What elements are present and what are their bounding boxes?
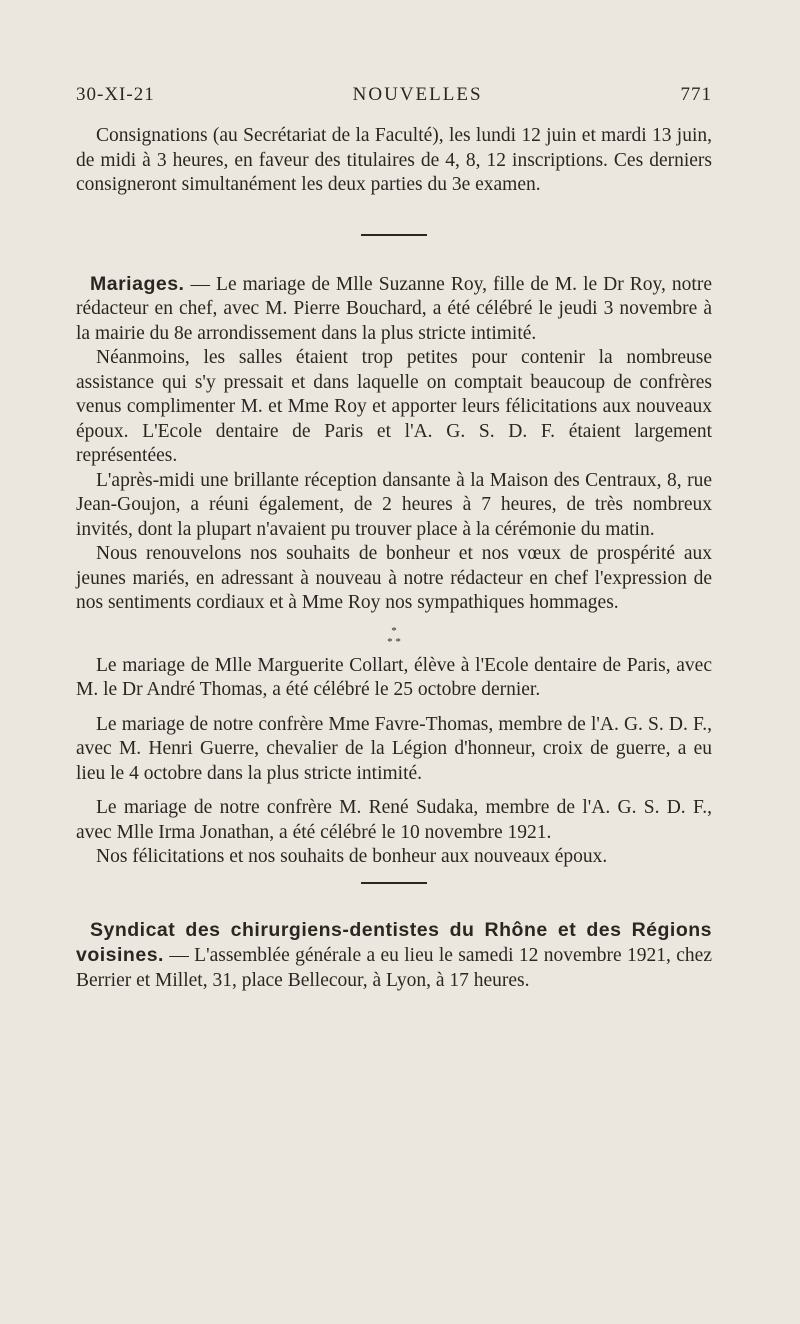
sudaka-paragraph: Le mariage de notre confrère M. René Sudaka, membre de l'A. G. S. D. F., avec Mlle Irma Jonathan, a été célébré le 10 novembre 1921. <box>76 797 712 843</box>
mariages-paragraph-1 <box>76 272 712 347</box>
header-title: NOUVELLES <box>352 84 483 105</box>
syndicat-text: — L'assemblée générale a eu lieu le samedi 12 novembre 1921, chez Berrier et Millet, 31, place Bellecour, à Lyon, à 17 heures. <box>76 945 712 991</box>
felicitations-paragraph: Nos félicitations et nos souhaits de bonheur aux nouveaux époux. <box>96 846 608 867</box>
mariages-paragraph-4: Nous renouvelons nos souhaits de bonheur et nos vœux de prospérité aux jeunes mariés, en adressant à nouveau à notre rédacteur en chef l'expression de nos sentiments cordiaux et à Mme Roy nos sympathiques hommages. <box>76 543 712 613</box>
page-number: 771 <box>680 84 712 105</box>
header-date: 30-XI-21 <box>76 84 155 105</box>
page-header <box>76 84 712 106</box>
syndicat-heading: Syndicat des chirurgiens-dentistes du Rhône et des Régions voisines. <box>76 918 712 966</box>
asterism-top: * <box>391 624 397 637</box>
collart-paragraph: Le mariage de Mlle Marguerite Collart, élève à l'Ecole dentaire de Paris, avec M. le Dr André Thomas, a été célébré le 25 octobre dernier. <box>76 654 712 700</box>
syndicat-paragraph <box>76 918 712 994</box>
mariages-text-1: — Le mariage de Mlle Suzanne Roy, fille de M. le Dr Roy, notre rédacteur en chef, avec M. Pierre Bouchard, a été célébré le jeudi 3 novembre à la mairie du 8e arrondissement dans la plus stricte intimité. <box>76 273 712 344</box>
mariages-paragraph-3: L'après-midi une brillante réception dansante à la Maison des Centraux, 8, rue Jean-Goujon, a réuni également, de 2 heures à 7 heures, de très nombreux invités, dont la plupart n'avaient pu trouver place à la cérémonie du matin. <box>76 469 712 540</box>
asterism-separator <box>76 626 712 648</box>
mariages-paragraph-2: Néanmoins, les salles étaient trop petites pour contenir la nombreuse assistance qui s'y pressait et dans laquelle on comptait beaucoup de confrères venus complimenter M. et Mme Roy et apporter leurs félicitations aux nouveaux époux. L'Ecole dentaire de Paris et l'A. G. S. D. F. étaient largement représentées. <box>76 347 712 466</box>
favre-thomas-paragraph: Le mariage de notre confrère Mme Favre-Thomas, membre de l'A. G. S. D. F., avec M. Henri Guerre, chevalier de la Légion d'honneur, croix de guerre, a eu lieu le 4 octobre dans la plus stricte intimité. <box>76 713 712 784</box>
asterism-bottom: * * <box>387 635 401 648</box>
consignations-paragraph: Consignations (au Secrétariat de la Faculté), les lundi 12 juin et mardi 13 juin, de midi à 3 heures, en faveur des titulaires de 4, 8, 12 inscriptions. Ces derniers consigneront simultanément les deux parties du 3e examen. <box>76 125 712 195</box>
article-body <box>76 124 712 993</box>
mariages-heading: Mariages. <box>90 272 185 295</box>
